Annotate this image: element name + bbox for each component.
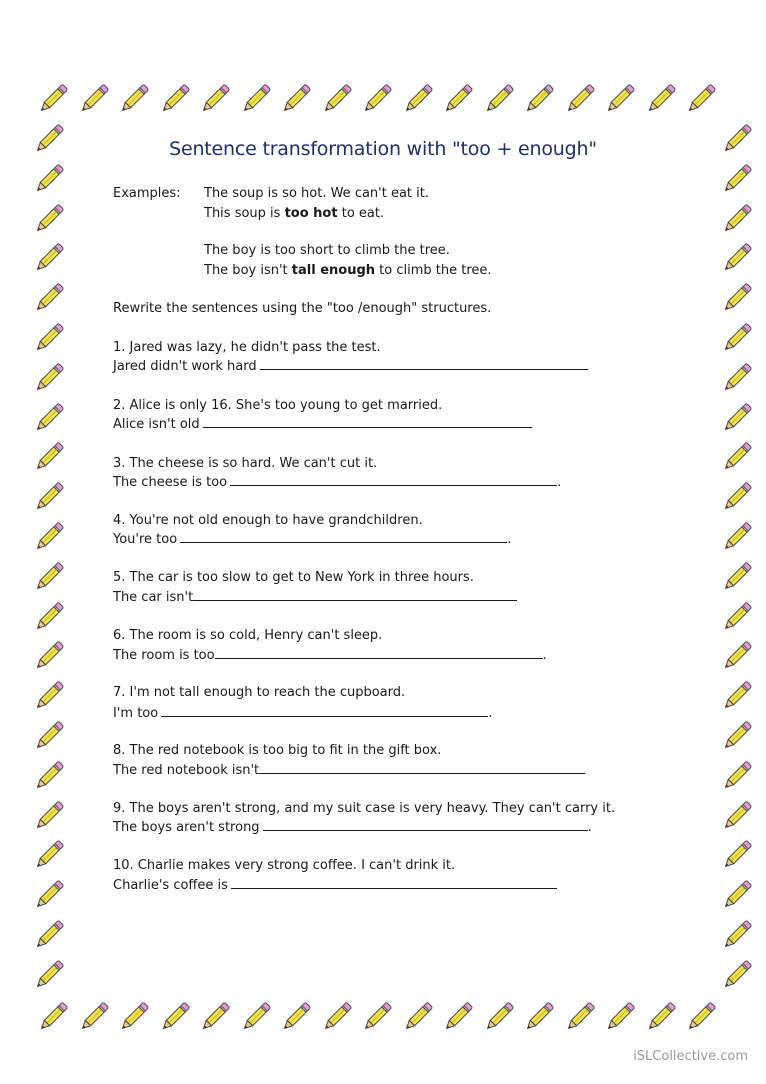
pencil-icon bbox=[30, 359, 68, 397]
pencil-icon bbox=[237, 998, 275, 1036]
pencil-icon bbox=[318, 998, 356, 1036]
pencil-icon bbox=[30, 797, 68, 835]
pencil-icon bbox=[277, 80, 315, 118]
pencil-icon bbox=[718, 518, 756, 556]
pencil-icon bbox=[718, 399, 756, 437]
exercise-answer-line bbox=[113, 475, 561, 491]
pencil-icon bbox=[30, 637, 68, 675]
exercise-question: 4. You're not old enough to have grandchildren. bbox=[113, 513, 423, 528]
answer-blank[interactable] bbox=[180, 532, 507, 543]
pencil-icon bbox=[682, 80, 720, 118]
answer-blank[interactable] bbox=[263, 820, 588, 831]
answer-prefix: Jared didn't work hard bbox=[113, 359, 257, 374]
pencil-icon bbox=[439, 80, 477, 118]
pencil-icon bbox=[718, 916, 756, 954]
pencil-icon bbox=[277, 998, 315, 1036]
answer-end: . bbox=[488, 706, 493, 721]
exercise-answer-line bbox=[113, 359, 588, 375]
answer-prefix: Alice isn't old bbox=[113, 417, 200, 432]
exercise-answer-line bbox=[113, 706, 492, 722]
pencil-icon bbox=[30, 478, 68, 516]
pencil-icon bbox=[642, 80, 680, 118]
exercise-question: 5. The car is too slow to get to New York in three hours. bbox=[113, 570, 474, 585]
exercise-answer-line bbox=[113, 820, 592, 836]
pencil-icon bbox=[718, 717, 756, 755]
pencil-icon bbox=[718, 200, 756, 238]
exercise-question: 3. The cheese is so hard. We can't cut it. bbox=[113, 456, 378, 471]
answer-end: . bbox=[507, 532, 512, 547]
pencil-icon bbox=[642, 998, 680, 1036]
pencil-icon bbox=[75, 998, 113, 1036]
pencil-icon bbox=[718, 797, 756, 835]
pencil-icon bbox=[718, 319, 756, 357]
pencil-icon bbox=[480, 80, 518, 118]
pencil-icon bbox=[156, 80, 194, 118]
exercise-answer-line bbox=[113, 878, 557, 894]
answer-blank[interactable] bbox=[260, 359, 588, 370]
pencil-icon bbox=[30, 757, 68, 795]
exercise-question: 8. The red notebook is too big to fit in the gift box. bbox=[113, 743, 442, 758]
pencil-icon bbox=[601, 80, 639, 118]
answer-prefix: The boys aren't strong bbox=[113, 820, 260, 835]
pencil-icon bbox=[682, 998, 720, 1036]
pencil-icon bbox=[718, 438, 756, 476]
answer-prefix: You're too bbox=[113, 532, 178, 547]
pencil-icon bbox=[30, 319, 68, 357]
pencil-icon bbox=[30, 956, 68, 994]
example-1-sentence: The soup is so hot. We can't eat it. bbox=[204, 186, 430, 201]
pencil-icon bbox=[237, 80, 275, 118]
pencil-icon bbox=[75, 80, 113, 118]
pencil-icon bbox=[561, 80, 599, 118]
pencil-icon bbox=[34, 80, 72, 118]
pencil-icon bbox=[318, 80, 356, 118]
pencil-icon bbox=[115, 80, 153, 118]
answer-prefix: The car isn't bbox=[113, 590, 194, 605]
pencil-icon bbox=[30, 438, 68, 476]
pencil-icon bbox=[399, 80, 437, 118]
pencil-icon bbox=[30, 160, 68, 198]
pencil-icon bbox=[718, 478, 756, 516]
pencil-icon bbox=[30, 399, 68, 437]
exercise-answer-line bbox=[113, 417, 532, 433]
answer-prefix: I'm too bbox=[113, 706, 159, 721]
pencil-icon bbox=[196, 998, 234, 1036]
pencil-icon bbox=[30, 279, 68, 317]
instruction: Rewrite the sentences using the "too /enough" structures. bbox=[113, 301, 492, 316]
pencil-icon bbox=[480, 998, 518, 1036]
pencil-icon bbox=[718, 558, 756, 596]
answer-blank[interactable] bbox=[230, 475, 557, 486]
pencil-icon bbox=[30, 677, 68, 715]
pencil-icon bbox=[718, 160, 756, 198]
example-2-post: to climb the tree. bbox=[375, 263, 492, 278]
example-1-post: to eat. bbox=[337, 206, 385, 221]
watermark: iSLCollective.com bbox=[633, 1049, 748, 1064]
exercise-answer-line bbox=[113, 648, 547, 664]
page-title: Sentence transformation with "too + enough" bbox=[169, 138, 597, 160]
answer-blank[interactable] bbox=[161, 706, 488, 717]
pencil-icon bbox=[561, 998, 599, 1036]
pencil-icon bbox=[30, 200, 68, 238]
exercise-answer-line bbox=[113, 590, 517, 606]
exercise-question: 6. The room is so cold, Henry can't sleep. bbox=[113, 628, 383, 643]
pencil-icon bbox=[30, 518, 68, 556]
pencil-icon bbox=[718, 836, 756, 874]
pencil-icon bbox=[30, 836, 68, 874]
example-2-pre: The boy isn't bbox=[204, 263, 292, 278]
answer-end: . bbox=[557, 475, 562, 490]
pencil-icon bbox=[30, 876, 68, 914]
example-1-pre: This soup is bbox=[204, 206, 285, 221]
exercise-question: 2. Alice is only 16. She's too young to get married. bbox=[113, 398, 443, 413]
answer-blank[interactable] bbox=[203, 417, 532, 428]
exercise-question: 1. Jared was lazy, he didn't pass the test. bbox=[113, 340, 381, 355]
examples-label: Examples: bbox=[113, 186, 181, 201]
pencil-icon bbox=[718, 279, 756, 317]
pencil-icon bbox=[115, 998, 153, 1036]
pencil-icon bbox=[30, 717, 68, 755]
example-2-transformed bbox=[204, 263, 492, 279]
exercise-question: 7. I'm not tall enough to reach the cupboard. bbox=[113, 685, 406, 700]
answer-end: . bbox=[587, 820, 592, 835]
pencil-icon bbox=[30, 598, 68, 636]
pencil-icon bbox=[718, 359, 756, 397]
pencil-icon bbox=[30, 916, 68, 954]
answer-prefix: The red notebook isn't bbox=[113, 763, 260, 778]
pencil-icon bbox=[718, 876, 756, 914]
pencil-icon bbox=[718, 239, 756, 277]
pencil-icon bbox=[156, 998, 194, 1036]
pencil-icon bbox=[30, 558, 68, 596]
answer-blank[interactable] bbox=[193, 590, 517, 601]
example-1-transformed bbox=[204, 206, 384, 222]
pencil-icon bbox=[30, 239, 68, 277]
pencil-icon bbox=[718, 598, 756, 636]
pencil-icon bbox=[520, 998, 558, 1036]
exercise-question: 9. The boys aren't strong, and my suit case is very heavy. They can't carry it. bbox=[113, 801, 616, 816]
answer-prefix: The room is too bbox=[113, 648, 215, 663]
example-2-bold: tall enough bbox=[291, 263, 376, 278]
pencil-icon bbox=[358, 80, 396, 118]
pencil-icon bbox=[718, 956, 756, 994]
answer-blank[interactable] bbox=[259, 763, 585, 774]
example-2-sentence: The boy is too short to climb the tree. bbox=[204, 243, 450, 258]
pencil-icon bbox=[601, 998, 639, 1036]
pencil-icon bbox=[399, 998, 437, 1036]
pencil-icon bbox=[439, 998, 477, 1036]
answer-prefix: Charlie's coffee is bbox=[113, 878, 228, 893]
pencil-icon bbox=[196, 80, 234, 118]
pencil-icon bbox=[718, 637, 756, 675]
pencil-icon bbox=[718, 757, 756, 795]
exercise-answer-line bbox=[113, 532, 511, 548]
answer-prefix: The cheese is too bbox=[113, 475, 228, 490]
example-1-bold: too hot bbox=[284, 206, 338, 221]
answer-end: . bbox=[542, 648, 547, 663]
answer-blank[interactable] bbox=[231, 878, 557, 889]
pencil-icon bbox=[358, 998, 396, 1036]
exercise-question: 10. Charlie makes very strong coffee. I can't drink it. bbox=[113, 858, 456, 873]
pencil-icon bbox=[34, 998, 72, 1036]
pencil-icon bbox=[718, 677, 756, 715]
pencil-icon bbox=[520, 80, 558, 118]
answer-blank[interactable] bbox=[215, 648, 543, 659]
exercise-answer-line bbox=[113, 763, 585, 779]
